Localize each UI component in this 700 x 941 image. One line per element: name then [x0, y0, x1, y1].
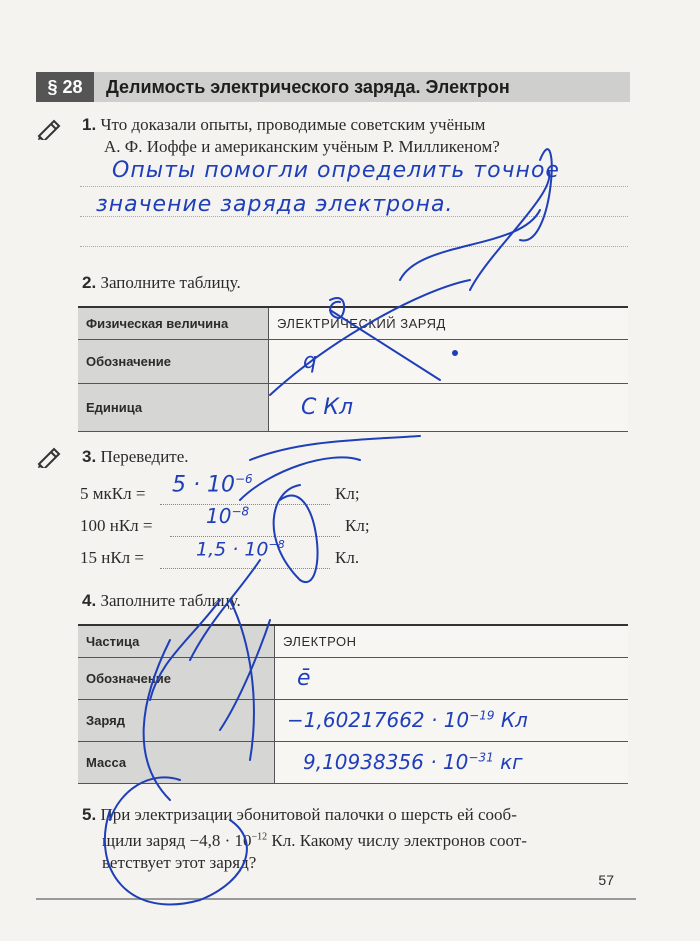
row-label: Масса [78, 741, 275, 783]
table-row [78, 307, 628, 339]
question-4 [82, 590, 241, 612]
answer-1-line-1: Опыты помогли определить точное [112, 158, 560, 183]
row-value: ЭЛЕКТРИЧЕСКИЙ ЗАРЯД [269, 307, 629, 339]
table-row [78, 383, 628, 431]
conversion-3-unit: Кл. [335, 548, 360, 567]
question-2-number: 2. [82, 273, 97, 292]
question-4-text: Заполните таблицу. [100, 591, 241, 610]
question-3-number: 3. [82, 447, 97, 466]
table-charge [78, 306, 628, 432]
section-number: § 28 [36, 72, 94, 102]
answer-line-3 [80, 246, 628, 247]
conversion-3-answer: $1,5 \cdot 10^{-8}$ [196, 538, 285, 561]
conversion-3-left: 15 нКл = [80, 548, 145, 567]
conversion-1-answer: $5 \cdot 10^{-6}$ [172, 472, 253, 498]
conversion-2-left: 100 нКл = [80, 516, 153, 535]
question-1 [82, 114, 632, 158]
table-row [78, 339, 628, 383]
question-3 [82, 446, 189, 468]
conversion-2-unit: Кл; [345, 516, 370, 535]
answer-line-2 [80, 216, 628, 217]
question-4-number: 4. [82, 591, 97, 610]
section-title: Делимость электрического заряда. Электрон [106, 76, 510, 97]
row-value [269, 339, 629, 383]
conversion-1-unit: Кл; [335, 484, 360, 503]
conversion-3-line [160, 568, 330, 569]
row-label: Частица [78, 625, 275, 657]
question-5-line-2: щили заряд $-4,8 \cdot 10^{-12}$ Кл. Какому числу электронов соот- [102, 830, 527, 850]
conversion-1-left: 5 мкКл = [80, 484, 146, 503]
question-5 [82, 804, 632, 874]
row-value [275, 699, 629, 741]
handwritten-value: $-1,60217662 \cdot 10^{-19}$ Кл [287, 708, 528, 732]
row-value [269, 383, 629, 431]
question-1-line-2: А. Ф. Иоффе и американским учёным Р. Милликеном? [104, 137, 500, 156]
row-value: ЭЛЕКТРОН [275, 625, 629, 657]
conversion-2-answer: $10^{-8}$ [206, 504, 250, 528]
row-label: Обозначение [78, 339, 269, 383]
handwritten-value: ē [297, 665, 311, 691]
row-label: Единица [78, 383, 269, 431]
row-value [275, 657, 629, 699]
row-label: Обозначение [78, 657, 275, 699]
question-2-text: Заполните таблицу. [100, 273, 241, 292]
question-1-line-1: Что доказали опыты, проводимые советским учёным [100, 115, 486, 134]
handwritten-value: q [303, 348, 317, 374]
conversion-2-line [170, 536, 340, 537]
question-5-number: 5. [82, 805, 97, 824]
bottom-rule [36, 898, 636, 900]
row-label: Заряд [78, 699, 275, 741]
question-1-number: 1. [82, 115, 97, 134]
table-row [78, 625, 628, 657]
row-label: Физическая величина [78, 307, 269, 339]
section-header [36, 72, 630, 102]
table-electron [78, 624, 628, 784]
answer-1-line-2: значение заряда электрона. [96, 192, 454, 217]
pencil-icon [36, 118, 62, 140]
table-row [78, 699, 628, 741]
question-5-line-1: При электризации эбонитовой палочки о шерсть ей сооб- [100, 805, 517, 824]
question-2 [82, 272, 241, 294]
question-5-line-3: ветствует этот заряд? [102, 852, 257, 872]
answer-line-1 [80, 186, 628, 187]
row-value [275, 741, 629, 783]
pencil-icon [36, 446, 62, 468]
handwritten-value: $9,10938356 \cdot 10^{-31}$ кг [303, 750, 523, 774]
handwritten-value: С Кл [301, 394, 354, 420]
page-number: 57 [598, 872, 614, 888]
table-row [78, 741, 628, 783]
question-3-text: Переведите. [100, 447, 189, 466]
table-row [78, 657, 628, 699]
